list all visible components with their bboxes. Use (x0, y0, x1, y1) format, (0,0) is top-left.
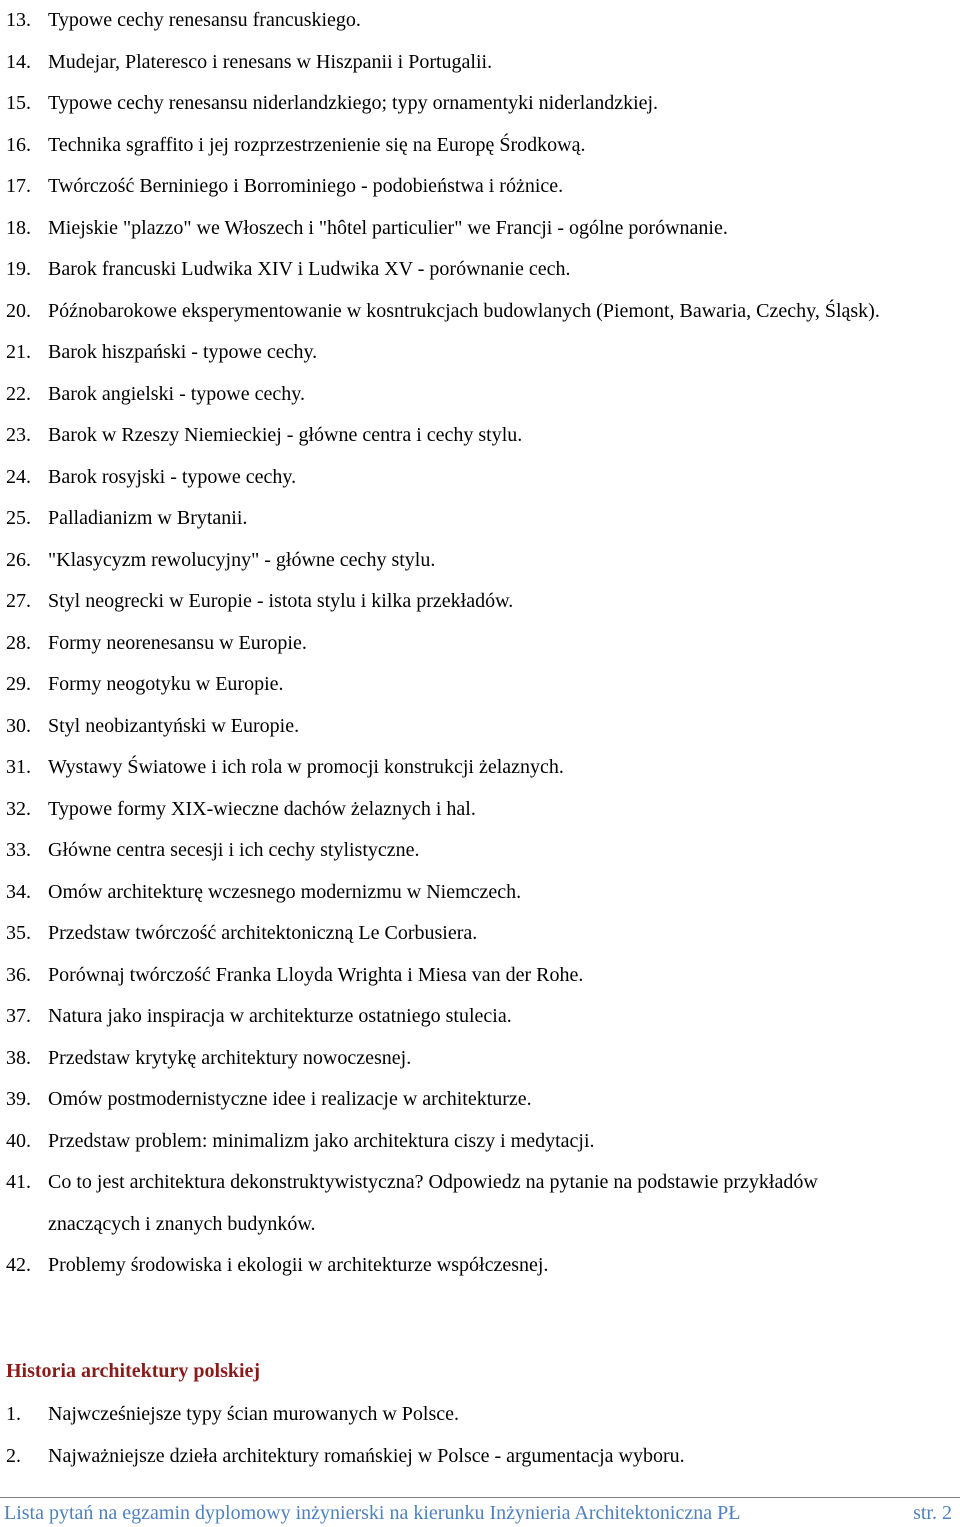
item-text: Mudejar, Plateresco i renesans w Hiszpanii i Portugalii. (48, 50, 493, 73)
list-item (0, 291, 960, 333)
list-item (0, 540, 960, 582)
list-item (0, 996, 960, 1038)
item-number: 27. (6, 590, 31, 612)
item-number: 38. (6, 1046, 31, 1069)
item-text: Co to jest architektura dekonstruktywistyczna? Odpowiedz na pytanie na podstawie przykładów znaczących i znanych budynków. (48, 1171, 818, 1235)
item-number: 1. (6, 1403, 21, 1425)
item-text: Typowe cechy renesansu francuskiego. (48, 9, 361, 31)
list-item (0, 664, 960, 706)
list-item (0, 1245, 960, 1287)
item-text: Twórczość Berniniego i Borrominiego - podobieństwa i różnice. (48, 175, 564, 197)
item-text: Formy neogotyku w Europie. (48, 673, 284, 695)
list-item (0, 415, 960, 457)
item-number: 22. (6, 382, 31, 405)
item-text: Najwcześniejsze typy ścian murowanych w Polsce. (48, 1403, 459, 1425)
item-text: Barok angielski - typowe cechy. (48, 382, 305, 405)
list-item (0, 42, 960, 84)
list-item (0, 706, 960, 748)
item-text: Technika sgraffito i jej rozprzestrzenienie się na Europę Środkową. (48, 133, 586, 156)
footer-title: Lista pytań na egzamin dyplomowy inżynierski na kierunku Inżynieria Architektoniczna PŁ (4, 1502, 741, 1524)
page-footer (0, 1497, 960, 1527)
item-number: 30. (6, 714, 31, 737)
item-number: 35. (6, 922, 31, 944)
item-number: 17. (6, 175, 31, 197)
item-number: 23. (6, 424, 31, 446)
item-number: 13. (6, 9, 31, 31)
list-item (0, 498, 960, 540)
item-number: 16. (6, 133, 31, 156)
item-number: 28. (6, 631, 31, 654)
list-item (0, 1436, 960, 1478)
item-number: 34. (6, 880, 31, 903)
item-text: Problemy środowiska i ekologii w architekturze współczesnej. (48, 1254, 549, 1276)
item-number: 26. (6, 548, 31, 571)
list-item (0, 789, 960, 831)
list-item (0, 1079, 960, 1121)
item-text: Palladianizm w Brytanii. (48, 507, 248, 529)
item-number: 29. (6, 673, 31, 695)
item-text: Barok francuski Ludwika XIV i Ludwika XV - porównanie cech. (48, 258, 571, 280)
item-text: Natura jako inspiracja w architekturze ostatniego stulecia. (48, 1005, 512, 1027)
item-number: 21. (6, 341, 31, 363)
list-item (0, 1038, 960, 1080)
item-text: Wystawy Światowe i ich rola w promocji konstrukcji żelaznych. (48, 756, 564, 778)
item-text: Formy neorenesansu w Europie. (48, 631, 307, 654)
list-item (0, 125, 960, 167)
item-number: 20. (6, 299, 31, 322)
item-number: 40. (6, 1129, 31, 1152)
list-item (0, 1121, 960, 1163)
list-item (0, 374, 960, 416)
list-item (0, 0, 960, 42)
item-text: Przedstaw problem: minimalizm jako architektura ciszy i medytacji. (48, 1129, 595, 1152)
item-number: 25. (6, 507, 31, 529)
list-item (0, 747, 960, 789)
item-text: Barok rosyjski - typowe cechy. (48, 465, 297, 488)
item-text: Miejskie "plazzo" we Włoszech i "hôtel particulier" we Francji - ogólne porównanie. (48, 216, 728, 239)
list-item (0, 955, 960, 997)
item-text: Barok hiszpański - typowe cechy. (48, 341, 318, 363)
list-item (0, 913, 960, 955)
item-text: Przedstaw twórczość architektoniczną Le Corbusiera. (48, 922, 478, 944)
item-number: 31. (6, 756, 31, 778)
item-number: 19. (6, 258, 31, 280)
item-text: Omów architekturę wczesnego modernizmu w Niemczech. (48, 880, 522, 903)
item-number: 36. (6, 963, 31, 986)
list-item (0, 457, 960, 499)
item-text: Porównaj twórczość Franka Lloyda Wrighta i Miesa van der Rohe. (48, 963, 584, 986)
list-item (0, 208, 960, 250)
item-number: 37. (6, 1005, 31, 1027)
item-text: Główne centra secesji i ich cechy stylistyczne. (48, 839, 420, 861)
item-number: 32. (6, 797, 31, 820)
item-number: 41. (6, 1171, 31, 1193)
list-item (0, 249, 960, 291)
item-text: Typowe formy XIX-wieczne dachów żelaznych i hal. (48, 797, 476, 820)
list-item (0, 581, 960, 623)
item-text: Styl neogrecki w Europie - istota stylu i kilka przekładów. (48, 590, 514, 612)
section-heading: Historia architektury polskiej (6, 1360, 261, 1382)
item-text: Najważniejsze dzieła architektury romańskiej w Polsce - argumentacja wyboru. (48, 1444, 685, 1467)
item-text: Typowe cechy renesansu niderlandzkiego; typy ornamentyki niderlandzkiej. (48, 92, 659, 114)
list-item (0, 83, 960, 125)
item-text: Późnobarokowe eksperymentowanie w kosntrukcjach budowlanych (Piemont, Bawaria, Czechy, Śląsk). (48, 299, 880, 322)
item-number: 33. (6, 839, 31, 861)
item-text: "Klasycyzm rewolucyjny" - główne cechy stylu. (48, 548, 436, 571)
list-item (0, 623, 960, 665)
list-item (0, 830, 960, 872)
item-number: 24. (6, 465, 31, 488)
item-number: 18. (6, 216, 31, 239)
item-text: Barok w Rzeszy Niemieckiej - główne centra i cechy stylu. (48, 424, 523, 446)
item-number: 42. (6, 1254, 31, 1276)
item-number: 39. (6, 1088, 31, 1110)
item-text: Przedstaw krytykę architektury nowoczesnej. (48, 1046, 412, 1069)
list-item (0, 332, 960, 374)
item-number: 14. (6, 50, 31, 73)
list-item (0, 1394, 960, 1436)
list-item (0, 166, 960, 208)
item-text: Omów postmodernistyczne idee i realizacje w architekturze. (48, 1088, 532, 1110)
list-item (0, 1162, 960, 1245)
item-number: 2. (6, 1444, 21, 1467)
section-question-list (0, 1394, 960, 1477)
list-item (0, 872, 960, 914)
footer-page-number: str. 2 (913, 1502, 952, 1524)
item-text: Styl neobizantyński w Europie. (48, 714, 300, 737)
item-number: 15. (6, 92, 31, 114)
